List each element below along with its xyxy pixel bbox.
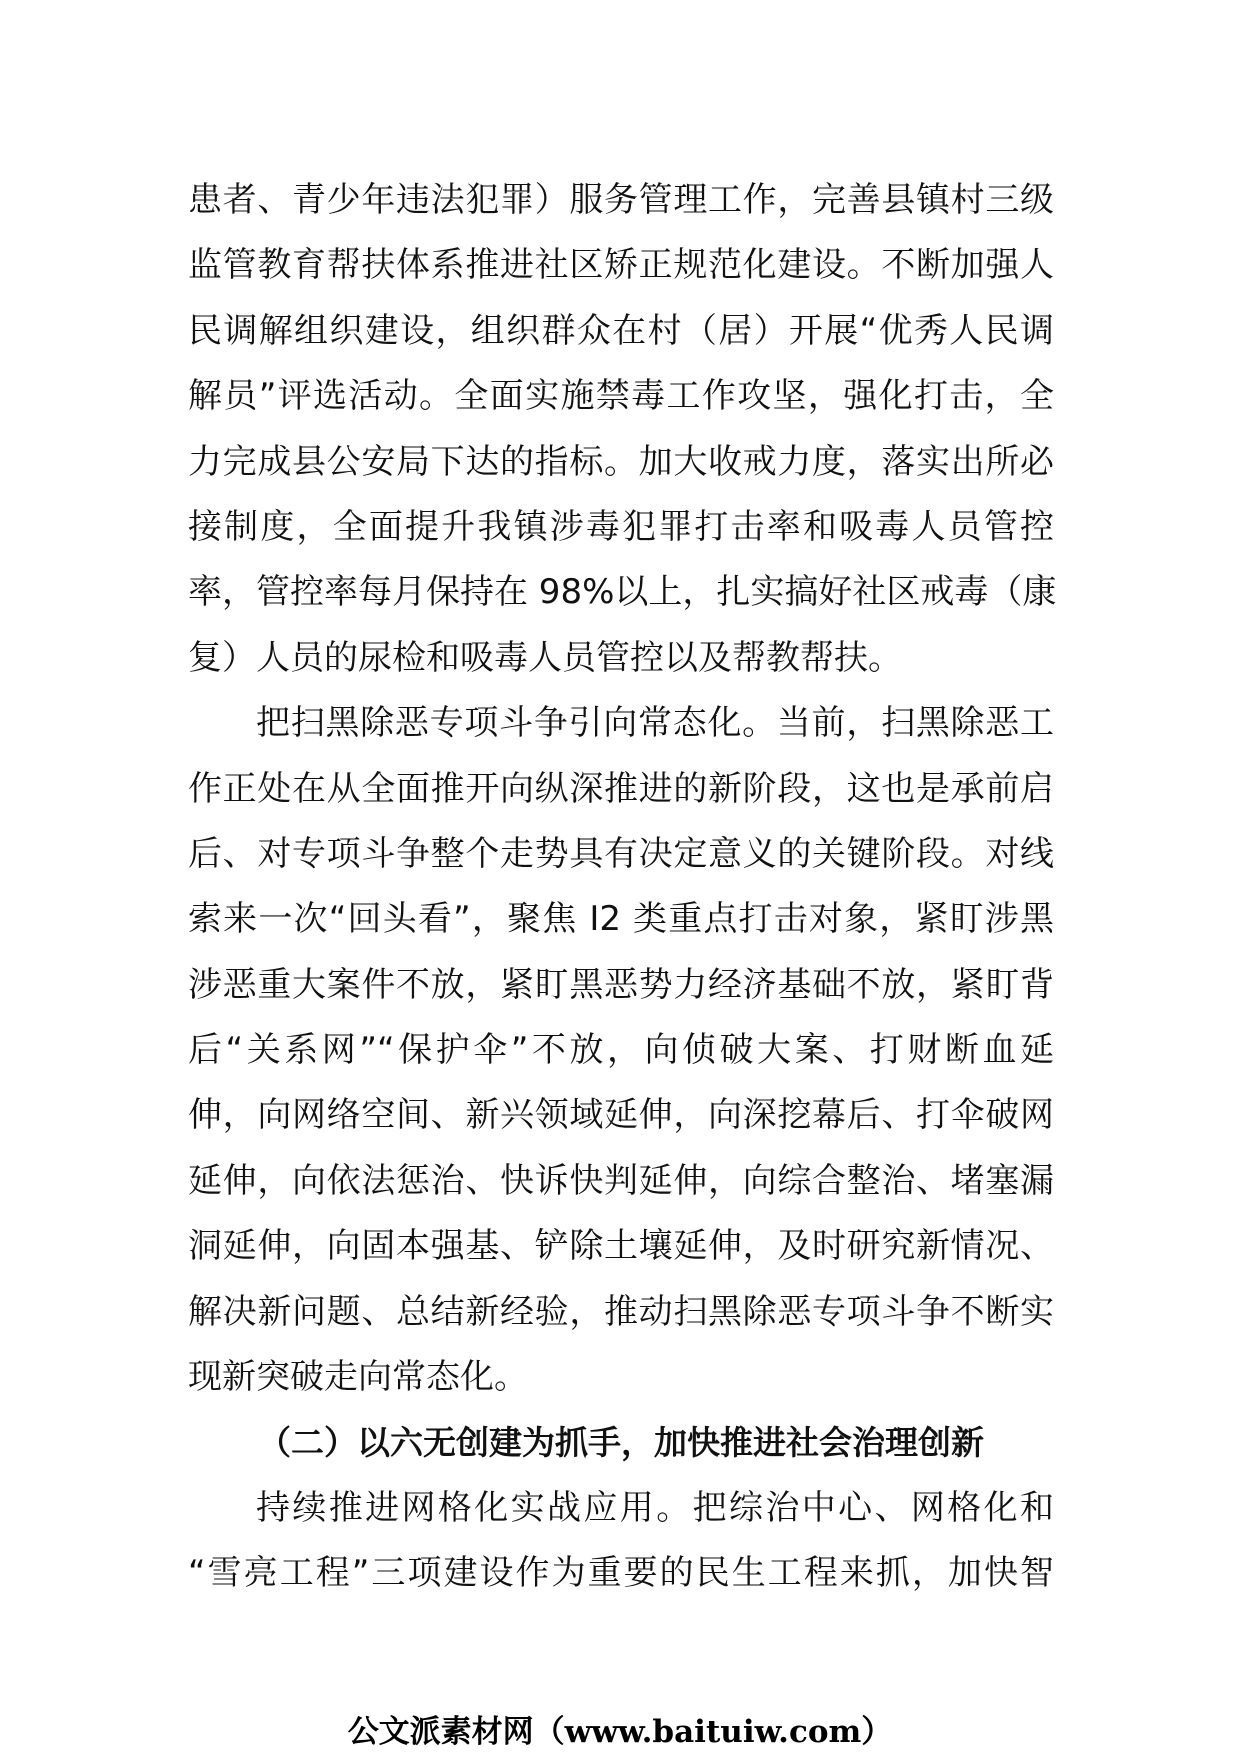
text-line: 率，管控率每月保持在 98%以上，扎实搞好社区戒毒（康 <box>188 572 1057 613</box>
text-line: 索来一次“回头看”，聚焦 I2 类重点打击对象，紧盯涉黑 <box>188 899 1054 940</box>
paragraph-3 <box>188 1476 1054 1607</box>
text-line: 洞延伸，向固本强基、铲除土壤延伸，及时研究新情况、 <box>188 1226 1054 1267</box>
text-line: 涉恶重大案件不放，紧盯黑恶势力经济基础不放，紧盯背 <box>188 964 1054 1005</box>
text-line: 伸，向网络空间、新兴领域延伸，向深挖幕后、打伞破网 <box>188 1095 1054 1136</box>
text-line: 民调解组织建设，组织群众在村（居）开展“优秀人民调 <box>188 310 1054 351</box>
text-line: 力完成县公安局下达的指标。加大收戒力度，落实出所必 <box>188 441 1054 482</box>
document-body <box>188 168 1057 1607</box>
text-line: 复）人员的尿检和吸毒人员管控以及帮教帮扶。 <box>188 637 902 678</box>
text-line: 把扫黑除恶专项斗争引向常态化。当前，扫黑除恶工 <box>256 703 1054 744</box>
text-line: 后、对专项斗争整个走势具有决定意义的关键阶段。对线 <box>188 833 1054 874</box>
text-line: “雪亮工程”三项建设作为重要的民生工程来抓，加快智 <box>188 1553 1054 1594</box>
text-line: 解决新问题、总结新经验，推动扫黑除恶专项斗争不断实 <box>188 1291 1054 1332</box>
paragraph-1 <box>188 168 1057 691</box>
text-line: 后“关系网”“保护伞”不放，向侦破大案、打财断血延 <box>188 1030 1054 1071</box>
text-line: 现新突破走向常态化。 <box>188 1357 528 1398</box>
text-line: 解员”评选活动。全面实施禁毒工作攻坚，强化打击，全 <box>188 376 1054 417</box>
text-line: 患者、青少年违法犯罪）服务管理工作，完善县镇村三级 <box>188 180 1054 220</box>
text-line: 持续推进网格化实战应用。把综治中心、网格化和 <box>256 1487 1054 1528</box>
text-line: 接制度，全面提升我镇涉毒犯罪打击率和吸毒人员管控 <box>188 506 1054 547</box>
section-heading: （二）以六无创建为抓手，加快推进社会治理创新 <box>258 1423 984 1463</box>
text-line: 作正处在从全面推开向纵深推进的新阶段，这也是承前启 <box>188 768 1054 809</box>
text-line: 监管教育帮扶体系推进社区矫正规范化建设。不断加强人 <box>188 245 1054 286</box>
paragraph-2 <box>188 691 1054 1410</box>
text-line: 延伸，向依法惩治、快诉快判延伸，向综合整治、堵塞漏 <box>188 1160 1054 1201</box>
footer-watermark: 公文派素材网（www.baituiw.com） <box>347 1714 893 1750</box>
